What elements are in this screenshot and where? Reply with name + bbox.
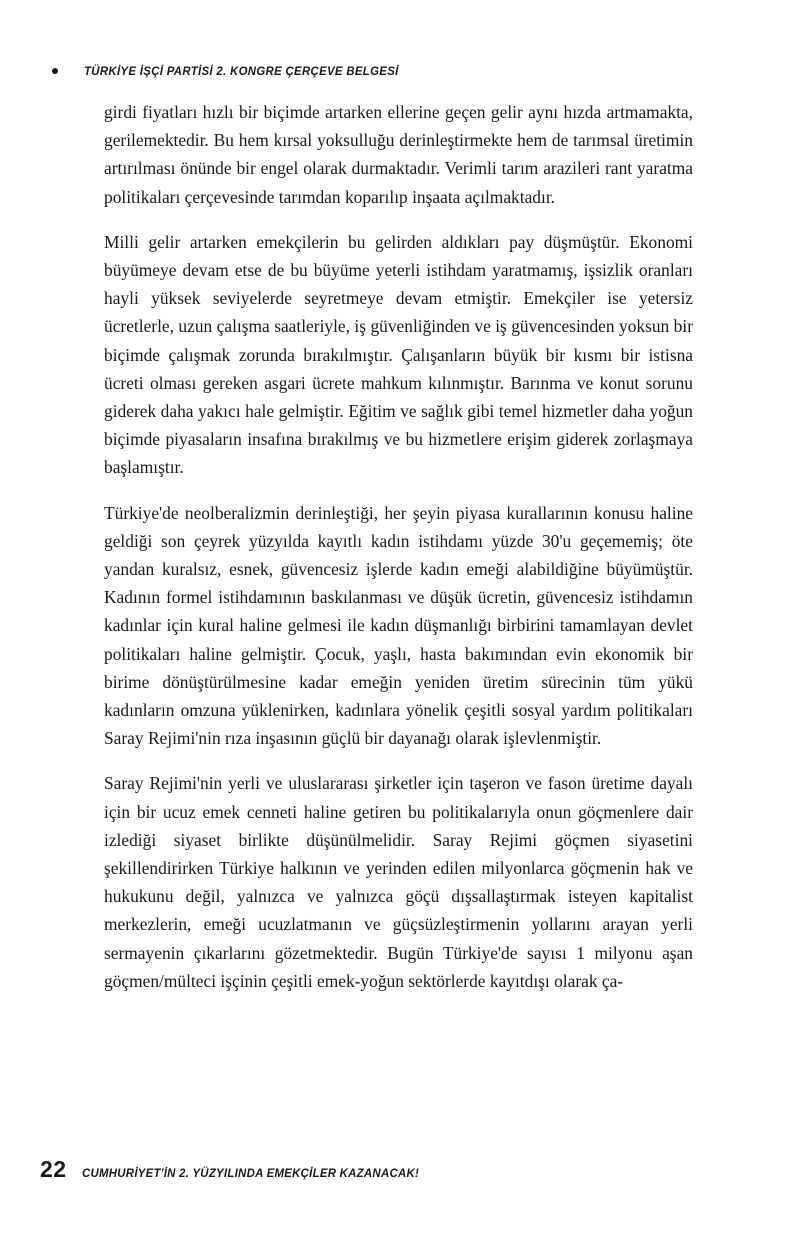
body-text-column: [104, 98, 693, 995]
running-header-title: TÜRKİYE İŞÇİ PARTİSİ 2. KONGRE ÇERÇEVE BELGESİ: [84, 64, 399, 78]
bullet-dot-icon: [52, 68, 58, 74]
paragraph-1: girdi fiyatları hızlı bir biçimde artarken ellerine geçen gelir aynı hızda artmamakta, gerilemektedir. Bu hem kırsal yoksulluğu derinleştirmekte hem de tarımsal üretimin artırılması önünde bir engel olarak durmaktadır. Verimli tarım arazileri rant yaratma politikaları çerçevesinde tarımdan koparılıp inşaata açılmaktadır.: [104, 102, 693, 207]
paragraph-2: Milli gelir artarken emekçilerin bu gelirden aldıkları pay düşmüştür. Ekonomi büyümeye devam etse de bu büyüme yeterli istihdam yaratmamış, işsizlik oranları hayli yüksek seviyelerde seyretmeye devam etmiştir. Emekçiler ise yetersiz ücretlerle, uzun çalışma saatleriyle, iş güvenliğinden ve iş güvencesinden yoksun bir biçimde çalışmak zorunda bırakılmıştır. Çalışanların büyük bir kısmı bir istisna ücreti olması gereken asgari ücrete mahkum kılınmıştır. Barınma ve konut sorunu giderek daha yakıcı hale gelmiştir. Eğitim ve sağlık gibi temel hizmetler daha yoğun biçimde piyasaların insafına bırakılmış ve bu hizmetlere erişim giderek zorlaşmaya başlamıştır.: [104, 231, 693, 478]
running-header: [52, 62, 746, 80]
running-footer-title: CUMHURİYET'İN 2. YÜZYILINDA EMEKÇİLER KAZANACAK!: [82, 1166, 420, 1180]
running-footer: [40, 1156, 746, 1180]
paragraph-3: Türkiye'de neolberalizmin derinleştiği, her şeyin piyasa kurallarının konusu haline geldiği son çeyrek yüzyılda kayıtlı kadın istihdamı yüzde 30'u geçememiş; öte yandan kuralsız, esnek, güvencesiz işlerde kadın emeği alabildiğine büyümüştür. Kadının formel istihdamının baskılanması ve düşük ücretin, güvencesiz istihdamın kadınlar için kural haline gelmesi ile kadın düşmanlığı birbirini tamamlayan devlet politikaları haline gelmiştir. Çocuk, yaşlı, hasta bakımından evin ekonomik bir birime dönüştürülmesine kadar emeğin yeniden üretim sürecinin tüm yükü kadınların omzuna yüklenirken, kadınlara yönelik çeşitli sosyal yardım politikaları Saray Rejimi'nin rıza inşasının güçlü bir dayanağı olarak işlevlenmiştir.: [104, 502, 693, 749]
page-number: 22: [40, 1156, 67, 1182]
paragraph-4: Saray Rejimi'nin yerli ve uluslararası şirketler için taşeron ve fason üretime dayalı için bir ucuz emek cenneti haline getiren bu politikalarıyla onun göçmenlere dair izlediği siyaset birlikte düşünülmelidir. Saray Rejimi göçmen siyasetini şekillendirirken Türkiye halkının ve yerinden edilen milyonlarca göçmenin hak ve hukukunu değil, yalnızca ve yalnızca göçü dışsallaştırmak isteyen kapitalist merkezlerin, emeği ucuzlatmanın ve güçsüzleştirmenin yollarını arayan yerli sermayenin çıkarlarını gözetmektedir. Bugün Türkiye'de sayısı 1 milyonu aşan göçmen/mülteci işçinin çeşitli emek-yoğun sektörlerde kayıtdışı olarak ça-: [104, 773, 693, 991]
